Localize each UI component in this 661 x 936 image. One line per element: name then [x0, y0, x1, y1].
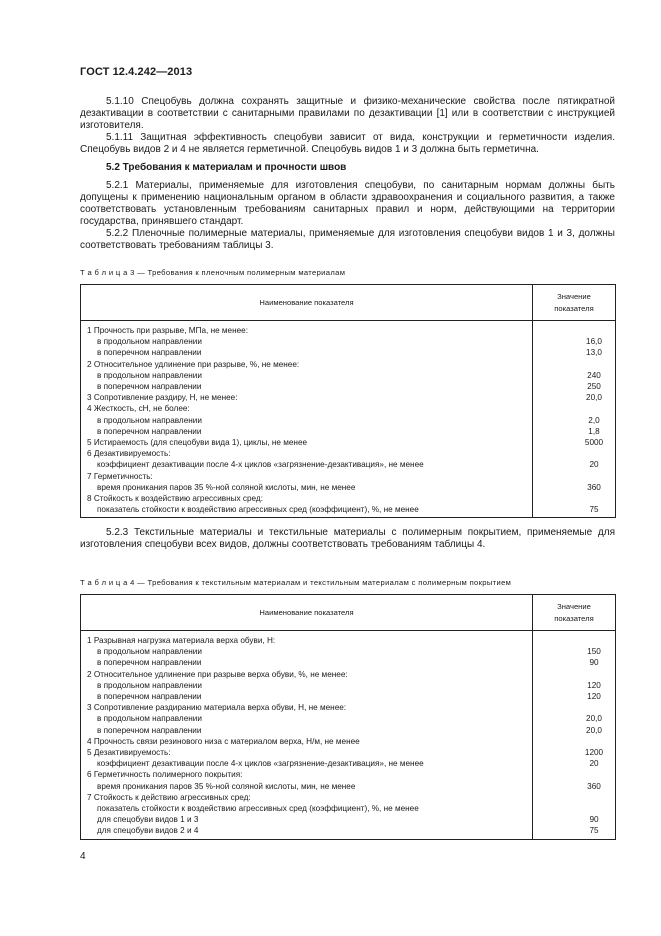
- indicator-value: 90: [533, 657, 616, 668]
- table-3-header-name: Наименование показателя: [81, 285, 533, 321]
- indicator-name: в продольном направлении: [81, 646, 533, 657]
- indicator-value: 75: [533, 504, 616, 518]
- table-row: [81, 769, 616, 780]
- table-row: [81, 825, 616, 839]
- indicator-name: время проникания паров 35 %-ной соляной кислоты, мин, не менее: [81, 482, 533, 493]
- indicator-name: 6 Герметичность полимерного покрытия:: [81, 769, 533, 780]
- table-row: [81, 792, 616, 803]
- table-3: [80, 284, 616, 518]
- indicator-value: 120: [533, 691, 616, 702]
- indicator-name: для спецобуви видов 2 и 4: [81, 825, 533, 839]
- table-row: [81, 814, 616, 825]
- indicator-value: 1200: [533, 747, 616, 758]
- indicator-value: 20,0: [533, 725, 616, 736]
- table-row: [81, 657, 616, 668]
- table-row: [81, 403, 616, 414]
- table-row: [81, 646, 616, 657]
- indicator-value: 20,0: [533, 713, 616, 724]
- table-row: [81, 504, 616, 518]
- indicator-name: 5 Дезактивируемость:: [81, 747, 533, 758]
- table-row: [81, 370, 616, 381]
- indicator-value: [533, 669, 616, 680]
- indicator-name: в продольном направлении: [81, 370, 533, 381]
- indicator-value: [533, 403, 616, 414]
- table-4-header-value-line1: Значение: [557, 602, 591, 612]
- table-row: [81, 631, 616, 647]
- indicator-name: в поперечном направлении: [81, 691, 533, 702]
- indicator-value: [533, 702, 616, 713]
- indicator-value: 16,0: [533, 336, 616, 347]
- table-row: [81, 747, 616, 758]
- indicator-name: для спецобуви видов 1 и 3: [81, 814, 533, 825]
- table-3-caption: Т а б л и ц а 3 — Требования к пленочным полимерным материалам: [80, 268, 346, 277]
- table-row: [81, 448, 616, 459]
- table-row: [81, 713, 616, 724]
- table-row: [81, 392, 616, 403]
- table-row: [81, 426, 616, 437]
- indicator-name: 3 Сопротивление раздиранию материала верха обуви, Н, не менее:: [81, 702, 533, 713]
- table-row: [81, 381, 616, 392]
- indicator-value: [533, 631, 616, 647]
- table-row: [81, 471, 616, 482]
- indicator-name: коэффициент дезактивации после 4-х циклов «загрязнение-дезактивация», не менее: [81, 459, 533, 470]
- indicator-value: [533, 471, 616, 482]
- indicator-value: 150: [533, 646, 616, 657]
- indicator-name: 1 Разрывная нагрузка материала верха обуви, Н:: [81, 631, 533, 647]
- indicator-name: 5 Истираемость (для спецобуви вида 1), циклы, не менее: [81, 437, 533, 448]
- indicator-name: показатель стойкости к воздействию агрессивных сред (коэффициент), %, не менее: [81, 504, 533, 518]
- indicator-name: время проникания паров 35 %-ной соляной кислоты, мин, не менее: [81, 781, 533, 792]
- indicator-value: [533, 493, 616, 504]
- indicator-name: в продольном направлении: [81, 680, 533, 691]
- indicator-name: 8 Стойкость к воздействию агрессивных сред:: [81, 493, 533, 504]
- indicator-name: 7 Стойкость к действию агрессивных сред:: [81, 792, 533, 803]
- table-3-header-value: [533, 285, 616, 321]
- table-row: [81, 702, 616, 713]
- indicator-value: 250: [533, 381, 616, 392]
- indicator-name: 6 Дезактивируемость:: [81, 448, 533, 459]
- table-row: [81, 321, 616, 337]
- table-row: [81, 669, 616, 680]
- table-row: [81, 415, 616, 426]
- indicator-value: 20: [533, 459, 616, 470]
- paragraph-5-1-11: 5.1.11 Защитная эффективность спецобуви зависит от вида, конструкции и герметичности изделия. Спецобувь видов 2 и 4 не является герметичной. Спецобувь видов 1 и 3 должна быть герметична.: [80, 132, 615, 155]
- indicator-name: в поперечном направлении: [81, 725, 533, 736]
- table-3-header-value-line2: показателя: [554, 303, 594, 313]
- indicator-value: 1,8: [533, 426, 616, 437]
- table-row: [81, 437, 616, 448]
- table-row: [81, 758, 616, 769]
- table-4-body: [81, 631, 616, 840]
- indicator-value: 20: [533, 758, 616, 769]
- indicator-value: 75: [533, 825, 616, 839]
- indicator-name: 1 Прочность при разрыве, МПа, не менее:: [81, 321, 533, 337]
- indicator-name: в поперечном направлении: [81, 657, 533, 668]
- table-row: [81, 691, 616, 702]
- table-row: [81, 347, 616, 358]
- indicator-name: в продольном направлении: [81, 713, 533, 724]
- indicator-value: 2,0: [533, 415, 616, 426]
- table-4: [80, 594, 616, 840]
- indicator-value: 360: [533, 781, 616, 792]
- section-heading-5-2: 5.2 Требования к материалам и прочности швов: [106, 162, 347, 173]
- indicator-value: 360: [533, 482, 616, 493]
- table-row: [81, 736, 616, 747]
- indicator-value: 5000: [533, 437, 616, 448]
- indicator-value: [533, 359, 616, 370]
- table-4-header-value: [533, 595, 616, 631]
- table-row: [81, 725, 616, 736]
- indicator-value: [533, 448, 616, 459]
- table-4-header-value-line2: показателя: [554, 613, 594, 623]
- indicator-name: 2 Относительное удлинение при разрыве верха обуви, %, не менее:: [81, 669, 533, 680]
- table-row: [81, 359, 616, 370]
- indicator-name: 4 Жесткость, сН, не более:: [81, 403, 533, 414]
- table-4-caption: Т а б л и ц а 4 — Требования к текстильным материалам и текстильным материалам с полимерным покрытием: [80, 578, 512, 587]
- table-row: [81, 493, 616, 504]
- indicator-name: 4 Прочность связи резинового низа с материалом верха, Н/м, не менее: [81, 736, 533, 747]
- page-number: 4: [80, 851, 86, 862]
- paragraph-5-2-2: 5.2.2 Пленочные полимерные материалы, применяемые для изготовления спецобуви видов 1 и 3, должны соответствовать требованиям таблицы 3.: [80, 228, 615, 251]
- paragraph-5-2-1: 5.2.1 Материалы, применяемые для изготовления спецобуви, по санитарным нормам должны быть допущены к применению национальным органом в области здравоохранения и социального развития, а также соответствовать установленным требованиям санитарных правил и норм, действующими на территории государства, принявшего стандарт.: [80, 180, 615, 227]
- paragraph-5-2-3: 5.2.3 Текстильные материалы и текстильные материалы с полимерным покрытием, применяемые для изготовления спецобуви всех видов, должны соответствовать требованиям таблицы 4.: [80, 527, 615, 550]
- indicator-name: 2 Относительное удлинение при разрыве, %, не менее:: [81, 359, 533, 370]
- indicator-name: коэффициент дезактивации после 4-х циклов «загрязнение-дезактивация», не менее: [81, 758, 533, 769]
- table-row: [81, 459, 616, 470]
- table-3-body: [81, 321, 616, 518]
- indicator-name: 3 Сопротивление раздиру, Н, не менее:: [81, 392, 533, 403]
- indicator-name: в продольном направлении: [81, 336, 533, 347]
- indicator-value: [533, 792, 616, 803]
- table-3-header-value-line1: Значение: [557, 292, 591, 302]
- indicator-name: в поперечном направлении: [81, 426, 533, 437]
- indicator-value: 20,0: [533, 392, 616, 403]
- indicator-value: 120: [533, 680, 616, 691]
- indicator-value: 90: [533, 814, 616, 825]
- indicator-value: [533, 321, 616, 337]
- table-row: [81, 781, 616, 792]
- table-4-header-name: Наименование показателя: [81, 595, 533, 631]
- table-row: [81, 482, 616, 493]
- indicator-name: в поперечном направлении: [81, 381, 533, 392]
- indicator-name: в поперечном направлении: [81, 347, 533, 358]
- paragraph-5-1-10: 5.1.10 Спецобувь должна сохранять защитные и физико-механические свойства после пятикратной дезактивации в соответствии с санитарными правилами по дезактивации [1] или в соответствии с инструкцией изготовителя.: [80, 96, 615, 131]
- table-row: [81, 336, 616, 347]
- indicator-value: [533, 769, 616, 780]
- indicator-value: 13,0: [533, 347, 616, 358]
- indicator-name: в продольном направлении: [81, 415, 533, 426]
- document-header: ГОСТ 12.4.242—2013: [80, 66, 193, 78]
- indicator-value: [533, 736, 616, 747]
- indicator-name: 7 Герметичность:: [81, 471, 533, 482]
- table-row: [81, 680, 616, 691]
- table-row: [81, 803, 616, 814]
- indicator-value: 240: [533, 370, 616, 381]
- indicator-name: показатель стойкости к воздействию агрессивных сред (коэффициент), %, не менее: [81, 803, 533, 814]
- indicator-value: [533, 803, 616, 814]
